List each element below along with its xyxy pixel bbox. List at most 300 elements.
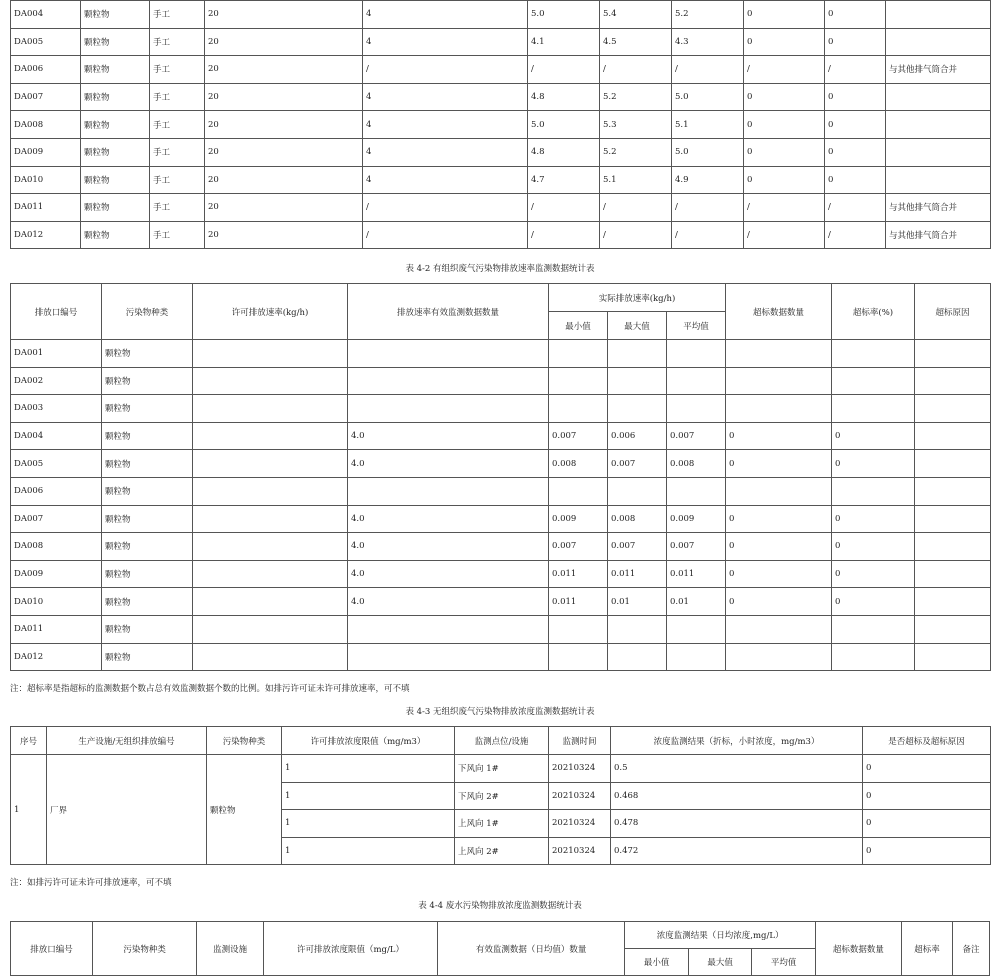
table-cell: 0.008: [667, 450, 726, 478]
table-cell: 颗粒物: [102, 643, 193, 671]
table-cell: 4.0: [348, 505, 549, 533]
table-cell: 20: [205, 138, 363, 166]
table-cell: DA007: [11, 83, 81, 111]
table-cell: [608, 615, 667, 643]
table-cell: 1: [282, 810, 455, 838]
table-cell: /: [600, 221, 672, 249]
table-cell: 手工: [150, 111, 205, 139]
table-cell: 4.9: [672, 166, 744, 194]
table-cell: 上风向 2#: [455, 837, 549, 865]
table-cell: 下风向 1#: [455, 755, 549, 783]
table-cell: [915, 395, 991, 423]
table-cell: 0: [726, 588, 832, 616]
table-cell: 0.007: [667, 533, 726, 561]
table-cell: 手工: [150, 138, 205, 166]
table-cell: [886, 1, 991, 29]
table-cell: 颗粒物: [81, 1, 150, 29]
table-cell: 颗粒物: [102, 422, 193, 450]
header-min: 最小值: [549, 312, 608, 340]
table-cell: 0.006: [608, 422, 667, 450]
table-cell: /: [744, 56, 825, 84]
table-cell: DA004: [11, 1, 81, 29]
header-actual-rate: 实际排放速率(kg/h): [549, 284, 726, 312]
table-cell: [193, 560, 348, 588]
table-cell: 0.009: [549, 505, 608, 533]
table-4-3-note: 注：如排污许可证未许可排放速率，可不填: [10, 878, 172, 888]
table-cell: [726, 395, 832, 423]
table-cell: 颗粒物: [81, 83, 150, 111]
table-cell: [348, 367, 549, 395]
table-cell: 4.0: [348, 422, 549, 450]
header-seq: 序号: [11, 727, 47, 755]
table-cell: 0: [863, 755, 991, 783]
table-cell: 4: [363, 28, 528, 56]
table-cell: DA012: [11, 643, 102, 671]
table-cell: 0.008: [608, 505, 667, 533]
table-cell: 20: [205, 221, 363, 249]
table-cell: DA009: [11, 560, 102, 588]
table-cell: 4.0: [348, 450, 549, 478]
table-cell: [193, 588, 348, 616]
table-row: [11, 166, 991, 194]
table-cell: 20210324: [549, 755, 611, 783]
table-cell: [915, 505, 991, 533]
table-cell: DA008: [11, 111, 81, 139]
table-cell: 0: [825, 138, 886, 166]
table-cell: 0.007: [608, 450, 667, 478]
table-cell: 0.468: [611, 782, 863, 810]
table-cell: [608, 367, 667, 395]
table-cell: 0: [726, 505, 832, 533]
header-exceed-count: 超标数据数量: [726, 284, 832, 340]
table-cell: [549, 367, 608, 395]
table-cell: /: [600, 194, 672, 222]
table-cell: DA006: [11, 56, 81, 84]
table-cell: [915, 615, 991, 643]
header-remark: 备注: [953, 922, 990, 976]
table-cell: DA011: [11, 615, 102, 643]
table-row: [11, 588, 991, 616]
table-cell: 0: [744, 28, 825, 56]
table-row: [11, 477, 991, 505]
table-cell: 4.0: [348, 588, 549, 616]
header-max: 最大值: [608, 312, 667, 340]
table-cell: 0.009: [667, 505, 726, 533]
table-cell: [608, 477, 667, 505]
table-cell: [886, 28, 991, 56]
table-cell: [549, 340, 608, 368]
header-exceed-reason: 超标原因: [915, 284, 991, 340]
table-cell: DA003: [11, 395, 102, 423]
table-cell: 4.5: [600, 28, 672, 56]
table-cell: 0: [726, 560, 832, 588]
table-row: [11, 505, 991, 533]
table-cell: 0.472: [611, 837, 863, 865]
header-permit-limit: 许可排放浓度限值（mg/L）: [263, 922, 437, 976]
table-cell: 20210324: [549, 837, 611, 865]
table-4-3-caption: 表 4-3 无组织废气污染物排放浓度监测数据统计表: [405, 707, 595, 717]
table-cell: [832, 615, 915, 643]
table-cell: 5.2: [600, 83, 672, 111]
header-exceed-count: 超标数据数量: [815, 922, 901, 976]
table-cell: 5.2: [600, 138, 672, 166]
table-row: [11, 643, 991, 671]
table-cell: /: [363, 56, 528, 84]
table-row: [11, 560, 991, 588]
table-cell: [886, 166, 991, 194]
table-cell: 5.0: [528, 1, 600, 29]
table-row: [11, 1, 991, 29]
table-cell: 颗粒物: [102, 505, 193, 533]
table-cell: 0: [744, 138, 825, 166]
table-cell: [667, 395, 726, 423]
table-cell: DA008: [11, 533, 102, 561]
table-cell: 颗粒物: [102, 588, 193, 616]
table-cell: 20: [205, 83, 363, 111]
table-cell: 颗粒物: [102, 533, 193, 561]
table-4-4: [10, 921, 990, 976]
table-cell: [832, 367, 915, 395]
table-cell: 与其他排气筒合并: [886, 221, 991, 249]
table-cell: 0.011: [549, 588, 608, 616]
header-max: 最大值: [688, 949, 751, 976]
table-cell: [549, 643, 608, 671]
table-cell: 0: [744, 111, 825, 139]
header-pollutant: 污染物种类: [207, 727, 282, 755]
table-cell: 0: [726, 450, 832, 478]
table-cell: [915, 643, 991, 671]
table-cell: DA010: [11, 166, 81, 194]
table-cell: [193, 340, 348, 368]
table-cell: 颗粒物: [81, 111, 150, 139]
table-cell: 4.3: [672, 28, 744, 56]
table-cell: 20: [205, 111, 363, 139]
table-cell: 0: [863, 782, 991, 810]
header-permit-rate: 许可排放速率(kg/h): [193, 284, 348, 340]
table-cell: DA012: [11, 221, 81, 249]
table-cell: 20: [205, 28, 363, 56]
table-cell: 颗粒物: [102, 367, 193, 395]
table-row: [11, 450, 991, 478]
table-cell: DA006: [11, 477, 102, 505]
table-cell: 手工: [150, 56, 205, 84]
table-cell: 0.5: [611, 755, 863, 783]
table-4-2: [10, 283, 991, 671]
table-cell: [832, 643, 915, 671]
table-cell: [915, 477, 991, 505]
table-cell: DA007: [11, 505, 102, 533]
table-cell: 20210324: [549, 810, 611, 838]
header-avg: 平均值: [667, 312, 726, 340]
table-cell: 颗粒物: [102, 560, 193, 588]
table-cell: 颗粒物: [81, 138, 150, 166]
table-cell: [608, 340, 667, 368]
merged-pollutant-cell: 颗粒物: [207, 755, 282, 865]
table-cell: 1: [282, 837, 455, 865]
table-cell: /: [528, 194, 600, 222]
table-cell: 4: [363, 166, 528, 194]
table-cell: /: [744, 194, 825, 222]
table-cell: 0.008: [549, 450, 608, 478]
table-cell: DA002: [11, 367, 102, 395]
header-exceed: 是否超标及超标原因: [863, 727, 991, 755]
table-cell: [915, 533, 991, 561]
table-cell: 5.2: [672, 1, 744, 29]
header-result: 浓度监测结果（日均浓度,mg/L）: [625, 922, 815, 949]
table-cell: 5.4: [600, 1, 672, 29]
table-cell: 4.7: [528, 166, 600, 194]
table-cell: 0: [832, 505, 915, 533]
table-cell: 颗粒物: [81, 194, 150, 222]
table-cell: 手工: [150, 166, 205, 194]
table-cell: 20: [205, 56, 363, 84]
table-cell: 手工: [150, 194, 205, 222]
table-cell: DA001: [11, 340, 102, 368]
table-cell: [667, 643, 726, 671]
table-cell: /: [672, 221, 744, 249]
table-cell: [193, 615, 348, 643]
table-cell: 5.0: [672, 138, 744, 166]
header-exceed-rate: 超标率(%): [832, 284, 915, 340]
table-cell: [193, 533, 348, 561]
table-cell: [193, 643, 348, 671]
header-pollutant: 污染物种类: [92, 922, 196, 976]
table-cell: 5.1: [672, 111, 744, 139]
table-cell: /: [825, 221, 886, 249]
table-cell: 20: [205, 1, 363, 29]
table-cell: DA004: [11, 422, 102, 450]
table-cell: 4.1: [528, 28, 600, 56]
table-cell: 0: [744, 166, 825, 194]
header-outlet: 排放口编号: [11, 284, 102, 340]
table-cell: [915, 340, 991, 368]
table-row: [11, 533, 991, 561]
table-cell: [348, 643, 549, 671]
header-facility: 生产设施/无组织排放编号: [47, 727, 207, 755]
table-cell: /: [528, 56, 600, 84]
table-cell: DA005: [11, 28, 81, 56]
table-cell: [549, 477, 608, 505]
table-cell: 0: [832, 450, 915, 478]
header-valid-count: 排放速率有效监测数据数量: [348, 284, 549, 340]
table-4-1-continued: [10, 0, 991, 249]
table-cell: [348, 340, 549, 368]
table-cell: 0: [832, 533, 915, 561]
table-cell: [832, 395, 915, 423]
table-cell: [549, 395, 608, 423]
table-row: [11, 138, 991, 166]
table-row: [11, 367, 991, 395]
merged-facility-cell: 厂界: [47, 755, 207, 865]
table-cell: 与其他排气筒合并: [886, 56, 991, 84]
table-cell: 0: [863, 810, 991, 838]
table-cell: /: [825, 56, 886, 84]
table-cell: 0.011: [667, 560, 726, 588]
table-cell: 手工: [150, 1, 205, 29]
table-cell: 颗粒物: [102, 450, 193, 478]
table-cell: 颗粒物: [102, 615, 193, 643]
table-cell: 0: [832, 560, 915, 588]
table-cell: DA005: [11, 450, 102, 478]
table-cell: DA009: [11, 138, 81, 166]
table-cell: [915, 450, 991, 478]
table-row: [11, 340, 991, 368]
table-cell: 手工: [150, 221, 205, 249]
table-cell: 0: [744, 83, 825, 111]
table-cell: [193, 395, 348, 423]
header-pollutant: 污染物种类: [102, 284, 193, 340]
table-cell: [886, 83, 991, 111]
table-cell: [667, 615, 726, 643]
table-cell: 0: [726, 422, 832, 450]
table-cell: 4: [363, 138, 528, 166]
table-cell: [193, 477, 348, 505]
header-exceed-rate: 超标率: [901, 922, 952, 976]
table-cell: 0.007: [549, 422, 608, 450]
table-cell: 颗粒物: [81, 56, 150, 84]
header-outlet: 排放口编号: [11, 922, 93, 976]
table-4-4-caption: 表 4-4 废水污染物排放浓度监测数据统计表: [418, 901, 582, 911]
table-cell: 5.0: [672, 83, 744, 111]
table-cell: 0.007: [549, 533, 608, 561]
table-cell: /: [600, 56, 672, 84]
table-cell: 0: [825, 83, 886, 111]
table-cell: 手工: [150, 83, 205, 111]
table-cell: 0: [744, 1, 825, 29]
table-cell: [915, 560, 991, 588]
table-cell: [348, 395, 549, 423]
table-cell: 20: [205, 194, 363, 222]
header-result: 浓度监测结果（折标，小时浓度，mg/m3）: [611, 727, 863, 755]
table-cell: 0.011: [608, 560, 667, 588]
table-cell: 20210324: [549, 782, 611, 810]
table-cell: [832, 340, 915, 368]
table-4-2-note: 注：超标率是指超标的监测数据个数占总有效监测数据个数的比例。如排污许可证未许可排放速率，可不填: [10, 684, 410, 694]
header-facility: 监测设施: [197, 922, 264, 976]
table-cell: /: [363, 221, 528, 249]
table-cell: [667, 340, 726, 368]
table-cell: /: [528, 221, 600, 249]
table-cell: 颗粒物: [81, 221, 150, 249]
table-cell: 4.8: [528, 138, 600, 166]
table-cell: [915, 422, 991, 450]
table-row: [11, 111, 991, 139]
table-cell: [348, 615, 549, 643]
table-cell: /: [672, 194, 744, 222]
table-cell: [726, 615, 832, 643]
table-cell: 4.0: [348, 560, 549, 588]
table-cell: [667, 477, 726, 505]
table-cell: 0.01: [667, 588, 726, 616]
table-cell: 0: [825, 111, 886, 139]
table-cell: 0: [832, 422, 915, 450]
table-cell: 上风向 1#: [455, 810, 549, 838]
table-cell: 与其他排气筒合并: [886, 194, 991, 222]
table-row: [11, 422, 991, 450]
table-cell: [608, 643, 667, 671]
table-cell: [726, 340, 832, 368]
table-cell: 下风向 2#: [455, 782, 549, 810]
table-cell: /: [825, 194, 886, 222]
table-cell: 4: [363, 111, 528, 139]
table-row: [11, 755, 991, 783]
table-cell: 0.007: [608, 533, 667, 561]
table-cell: 4.0: [348, 533, 549, 561]
table-cell: 0: [825, 28, 886, 56]
table-cell: 4.8: [528, 83, 600, 111]
table-cell: 5.0: [528, 111, 600, 139]
table-cell: [726, 477, 832, 505]
table-cell: [832, 477, 915, 505]
table-cell: 0.478: [611, 810, 863, 838]
table-cell: 0: [825, 1, 886, 29]
table-cell: 颗粒物: [102, 395, 193, 423]
table-row: [11, 56, 991, 84]
table-cell: [915, 367, 991, 395]
table-cell: 颗粒物: [102, 340, 193, 368]
table-cell: 20: [205, 166, 363, 194]
header-point: 监测点位/设施: [455, 727, 549, 755]
table-cell: 1: [282, 755, 455, 783]
table-cell: 5.3: [600, 111, 672, 139]
table-cell: 5.1: [600, 166, 672, 194]
table-cell: DA011: [11, 194, 81, 222]
table-cell: [915, 588, 991, 616]
table-cell: [193, 505, 348, 533]
table-cell: [667, 367, 726, 395]
table-cell: 4: [363, 1, 528, 29]
header-avg: 平均值: [752, 949, 816, 976]
table-4-2-caption: 表 4-2 有组织废气污染物排放速率监测数据统计表: [405, 264, 595, 274]
table-cell: 4: [363, 83, 528, 111]
table-cell: [193, 367, 348, 395]
table-cell: 颗粒物: [81, 28, 150, 56]
header-valid-count: 有效监测数据（日均值）数量: [437, 922, 624, 976]
table-4-3: [10, 726, 991, 865]
table-row: [11, 194, 991, 222]
table-cell: [348, 477, 549, 505]
table-row: [11, 615, 991, 643]
table-row: [11, 28, 991, 56]
table-cell: 0: [832, 588, 915, 616]
table-cell: 0.01: [608, 588, 667, 616]
table-cell: [886, 138, 991, 166]
header-min: 最小值: [625, 949, 688, 976]
table-cell: 0: [726, 533, 832, 561]
table-cell: 颗粒物: [102, 477, 193, 505]
table-cell: [726, 643, 832, 671]
table-cell: /: [363, 194, 528, 222]
table-cell: [886, 111, 991, 139]
table-cell: 0: [863, 837, 991, 865]
table-cell: DA010: [11, 588, 102, 616]
table-cell: 0.011: [549, 560, 608, 588]
table-cell: 颗粒物: [81, 166, 150, 194]
table-cell: /: [744, 221, 825, 249]
table-row: [11, 83, 991, 111]
header-permit-limit: 许可排放浓度限值（mg/m3）: [282, 727, 455, 755]
table-cell: 0: [825, 166, 886, 194]
header-time: 监测时间: [549, 727, 611, 755]
table-cell: [193, 422, 348, 450]
merged-seq-cell: 1: [11, 755, 47, 865]
table-cell: 1: [282, 782, 455, 810]
table-cell: [193, 450, 348, 478]
table-cell: [726, 367, 832, 395]
table-row: [11, 221, 991, 249]
table-cell: [549, 615, 608, 643]
table-cell: 0.007: [667, 422, 726, 450]
